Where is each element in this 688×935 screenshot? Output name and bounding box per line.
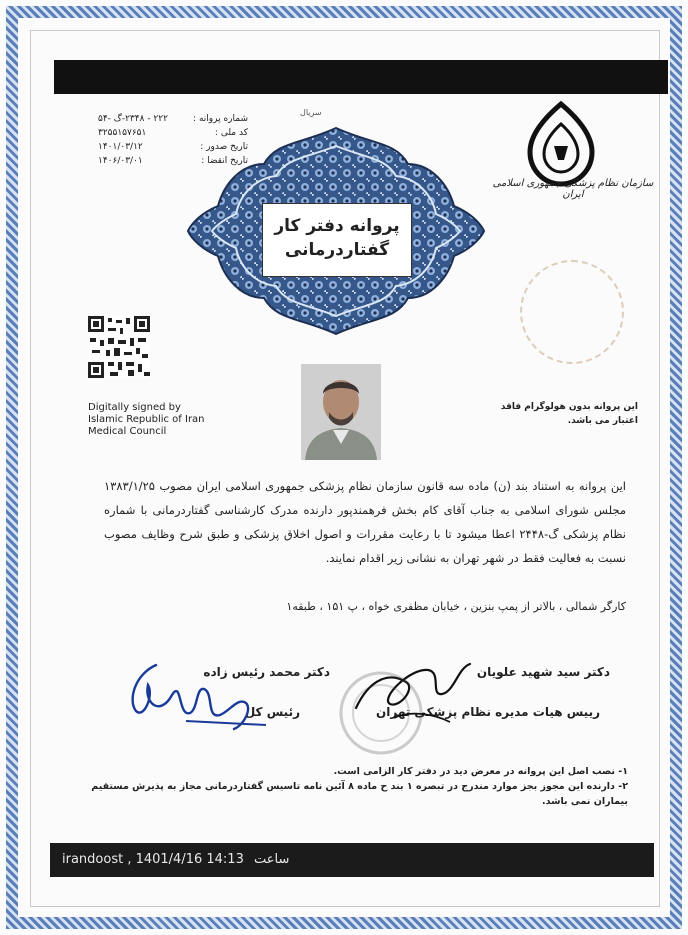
bottom-black-bar [50, 843, 654, 877]
digital-signature-line: Islamic Republic of Iran [88, 414, 205, 425]
info-label: تاریخ انقضا : [201, 156, 248, 166]
note-item: ۲- دارنده این مجوز بجز موارد مندرج در تبصره ۱ بند ح ماده ۸ آئین نامه تاسیس گفتاردرمانی مجاز به پذیرش مستقیم بیماران نمی باشد. [91, 781, 628, 807]
top-black-bar [54, 60, 668, 94]
print-time-label: ساعت [253, 852, 290, 867]
qr-code [88, 316, 150, 378]
stamp-seal [326, 668, 436, 758]
hologram-line: اعتبار می باشد. [567, 416, 638, 426]
license-body-text: این پروانه به استناد بند (ن) ماده سه قانون سازمان نظام پزشکی جمهوری اسلامی ایران مصوب ۱۳۸۳/۱/۲۵ مجلس شورای اسلامی به جناب آقای کام بخش فرهمندپور دارنده مدرک کارشناسی گفتاردرمانی با شماره نظام پزشکی گ-۲۴۴۸ اعطا میشود تا با رعایت مقررات و اصول اخلاق پزشکی و طبق شرح وظایف مصوب نسبت به فعالیت فقط در شهر تهران به نشانی زیر اقدام نمایند. [104, 479, 626, 565]
hologram-line: این پروانه بدون هولوگرام فاقد [500, 402, 638, 412]
license-title [262, 203, 412, 277]
right-signer-title: رییس هیات مدیره نظام پزشکی تهران [376, 705, 600, 719]
print-stamp [62, 843, 289, 877]
title-line-1: پروانه دفتر کار [274, 216, 400, 236]
info-label: تاریخ صدور : [200, 142, 248, 152]
info-label: کد ملی : [214, 128, 248, 138]
digital-signature-note [88, 402, 238, 438]
print-user-date: irandoost , 1401/4/16 14:13 [62, 852, 244, 867]
info-value: ۱۴۰۱/۰۳/۱۲ [98, 142, 143, 152]
notes [80, 764, 628, 809]
title-line-2: گفتاردرمانی [284, 240, 390, 260]
info-value: ۱۴۰۶/۰۳/۰۱ [98, 156, 143, 166]
digital-signature-line: Medical Council [88, 426, 167, 437]
digital-signature-line: Digitally signed by [88, 402, 181, 413]
info-value: ۲۲۲ - ۲۳۴۸-گ -۵۴ [98, 114, 168, 124]
info-value: ۳۲۵۵۱۵۷۶۵۱ [98, 128, 147, 138]
person-portrait-icon [301, 364, 381, 460]
left-signer-name: دکتر محمد رئیس زاده [203, 665, 330, 679]
left-signature [126, 655, 276, 735]
note-item: ۱- نصب اصل این پروانه در معرض دید در دفتر کار الزامی است. [333, 766, 628, 777]
holder-photo [301, 364, 381, 460]
faded-stamp [520, 260, 624, 364]
medical-council-logo [520, 100, 602, 190]
hologram-note [468, 400, 638, 428]
info-label: شماره پروانه : [193, 114, 248, 124]
org-name: سازمان نظام پزشکی جمهوری اسلامی ایران [492, 178, 654, 200]
left-signer-title: رئیس کل [244, 705, 300, 719]
address: کارگر شمالی ، بالاتر از پمپ بنزین ، خیابان مظفری خواه ، پ ۱۵۱ ، طبقه۱ [286, 600, 626, 613]
right-signer-name: دکتر سید شهید علویان [476, 665, 610, 679]
serial-label: سریال [300, 108, 322, 117]
